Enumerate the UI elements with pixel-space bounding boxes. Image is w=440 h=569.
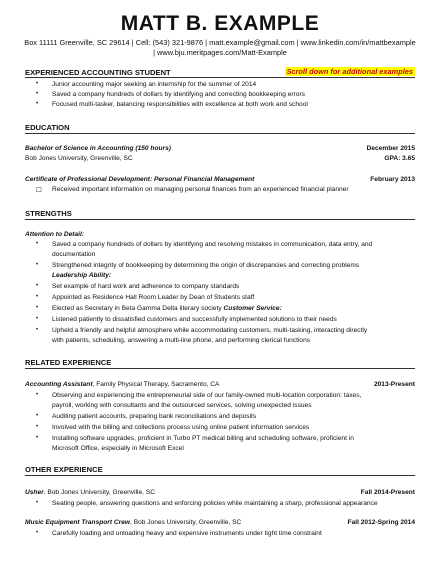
customer-label: Customer Service:	[223, 305, 282, 312]
contact-info	[0, 38, 440, 57]
other-job-date: Fall 2014-Present	[360, 489, 415, 496]
bullet-icon: •	[36, 424, 39, 430]
bullet-icon: •	[36, 392, 39, 398]
strength-bullet: Appointed as Residence Hall Room Leader by Dean of Students staff	[52, 294, 255, 301]
bullet-icon: •	[36, 294, 39, 300]
strength-bullet-text: Elected as Secretary in Beta Gamma Delta literary society	[52, 305, 222, 312]
related-bullet-cont: Microsoft Office, especially in Microsoft Excel	[52, 445, 184, 452]
bullet-icon: •	[36, 413, 39, 419]
other-job-title: Music Equipment Transport Crew	[25, 519, 131, 526]
scroll-note: Scroll down for additional examples	[286, 67, 413, 76]
strength-bullet: Strengthened integrity of bookkeeping by determining the origin of discrepancies and correcting problems	[52, 262, 360, 269]
objective-heading	[25, 68, 415, 77]
bullet-icon: •	[36, 91, 39, 97]
other-bullet: Seating people, answering questions and enforcing policies while maintaining a sharp, professional appearance	[52, 500, 378, 507]
related-job-title: Accounting Assistant	[25, 381, 93, 388]
bullet-icon: •	[36, 327, 39, 333]
other-job-heading	[25, 489, 155, 497]
related-bullet: Involved with the billing and collections process using online patient information services	[52, 424, 310, 431]
attention-label: Attention to Detail:	[25, 231, 84, 238]
related-bullet-cont: payroll, working with consultants and the outsourced services, solving unexpected issues	[52, 402, 312, 409]
strength-bullet: Upheld a friendly and helpful atmosphere while accommodating customers, multi-tasking, interacting directly	[52, 327, 368, 334]
related-bullet: Installing software upgrades, proficient in Turbo PT medical billing and scheduling software, proficient in	[52, 435, 354, 442]
bullet-icon: •	[36, 435, 39, 441]
other-job-heading	[25, 519, 241, 527]
bullet-icon: •	[36, 81, 39, 87]
strength-bullet-cont: with patients, scheduling, answering a multi-line phone, and performing clerical functions	[52, 337, 311, 344]
strength-bullet: Set example of hard work and adherence to company standards	[52, 283, 240, 290]
bullet-icon: •	[36, 530, 39, 536]
resume-name: MATT B. EXAMPLE	[120, 12, 320, 35]
other-job-org: , Bob Jones University, Greenville, SC	[43, 489, 155, 496]
related-bullet: Observing and experiencing the entrepreneurial side of our family-owned multi-location corporation: taxes,	[52, 392, 362, 399]
gpa: GPA: 3.65	[384, 155, 415, 162]
other-job-org: , Bob Jones University, Greenville, SC	[130, 519, 242, 526]
contact-line-2: | www.bju.meritpages.com/Matt-Example	[153, 47, 287, 57]
section-divider	[25, 475, 415, 476]
other-job-title: Usher	[25, 489, 44, 496]
certificate-name: Certificate of Professional Development: Personal Financial Management	[25, 176, 255, 183]
objective-bullet: Focused multi-tasker, balancing responsibilities with excellence at both work and school	[52, 101, 308, 108]
leadership-label: Leadership Ability:	[52, 272, 112, 279]
related-job-date: 2013-Present	[373, 381, 415, 388]
section-divider	[25, 368, 415, 369]
strength-bullet	[52, 305, 282, 313]
bullet-icon: •	[36, 262, 39, 268]
strengths-heading: STRENGTHS	[25, 209, 72, 218]
section-divider	[25, 77, 415, 78]
checkbox-bullet-icon: ☐	[36, 187, 42, 194]
degree-date: December 2015	[366, 145, 415, 152]
other-bullet: Carefully loading and unloading heavy and expensive instruments under tight time constraint	[52, 530, 322, 537]
strength-bullet: Listened patiently to dissatisfied customers and successfully implemented solutions to their needs	[52, 316, 337, 323]
degree-name: Bachelor of Science in Accounting (150 hours)	[25, 145, 171, 152]
other-heading: OTHER EXPERIENCE	[25, 465, 103, 474]
education-heading: EDUCATION	[25, 123, 70, 132]
objective-bullet: Junior accounting major seeking an internship for the summer of 2014	[52, 81, 257, 88]
related-heading: RELATED EXPERIENCE	[25, 358, 112, 367]
related-job-org: , Family Physical Therapy, Sacramento, CA	[92, 381, 220, 388]
certificate-date: February 2013	[370, 176, 415, 183]
bullet-icon: •	[36, 500, 39, 506]
objective-title: EXPERIENCED ACCOUNTING STUDENT	[25, 68, 171, 77]
bullet-icon: •	[36, 283, 39, 289]
section-divider	[25, 219, 415, 220]
related-bullet: Auditing patient accounts, preparing bank reconciliations and deposits	[52, 413, 257, 420]
bullet-icon: •	[36, 241, 39, 247]
strength-bullet: Saved a company hundreds of dollars by identifying and resolving mistakes in communication, data entry, and	[52, 241, 373, 248]
bullet-icon: •	[36, 305, 39, 311]
certificate-bullet: Received important information on managing personal finances from an experienced financial planner	[52, 186, 349, 193]
bullet-icon: •	[36, 101, 39, 107]
section-divider	[25, 133, 415, 134]
strength-bullet-cont: documentation	[52, 251, 96, 258]
objective-bullet: Saved a company hundreds of dollars by identifying and correcting bookkeeping errors	[52, 91, 305, 98]
contact-line-1: Box 11111 Greenville, SC 29614 | Cell: (543) 321-9876 | matt.example@gmail.com | www.linkedin.com/in/mattbexample	[24, 38, 416, 47]
school-name: Bob Jones University, Greenville, SC	[25, 155, 133, 162]
other-job-date: Fall 2012-Spring 2014	[347, 519, 415, 526]
related-job-heading	[25, 381, 219, 389]
bullet-icon: •	[36, 316, 39, 322]
